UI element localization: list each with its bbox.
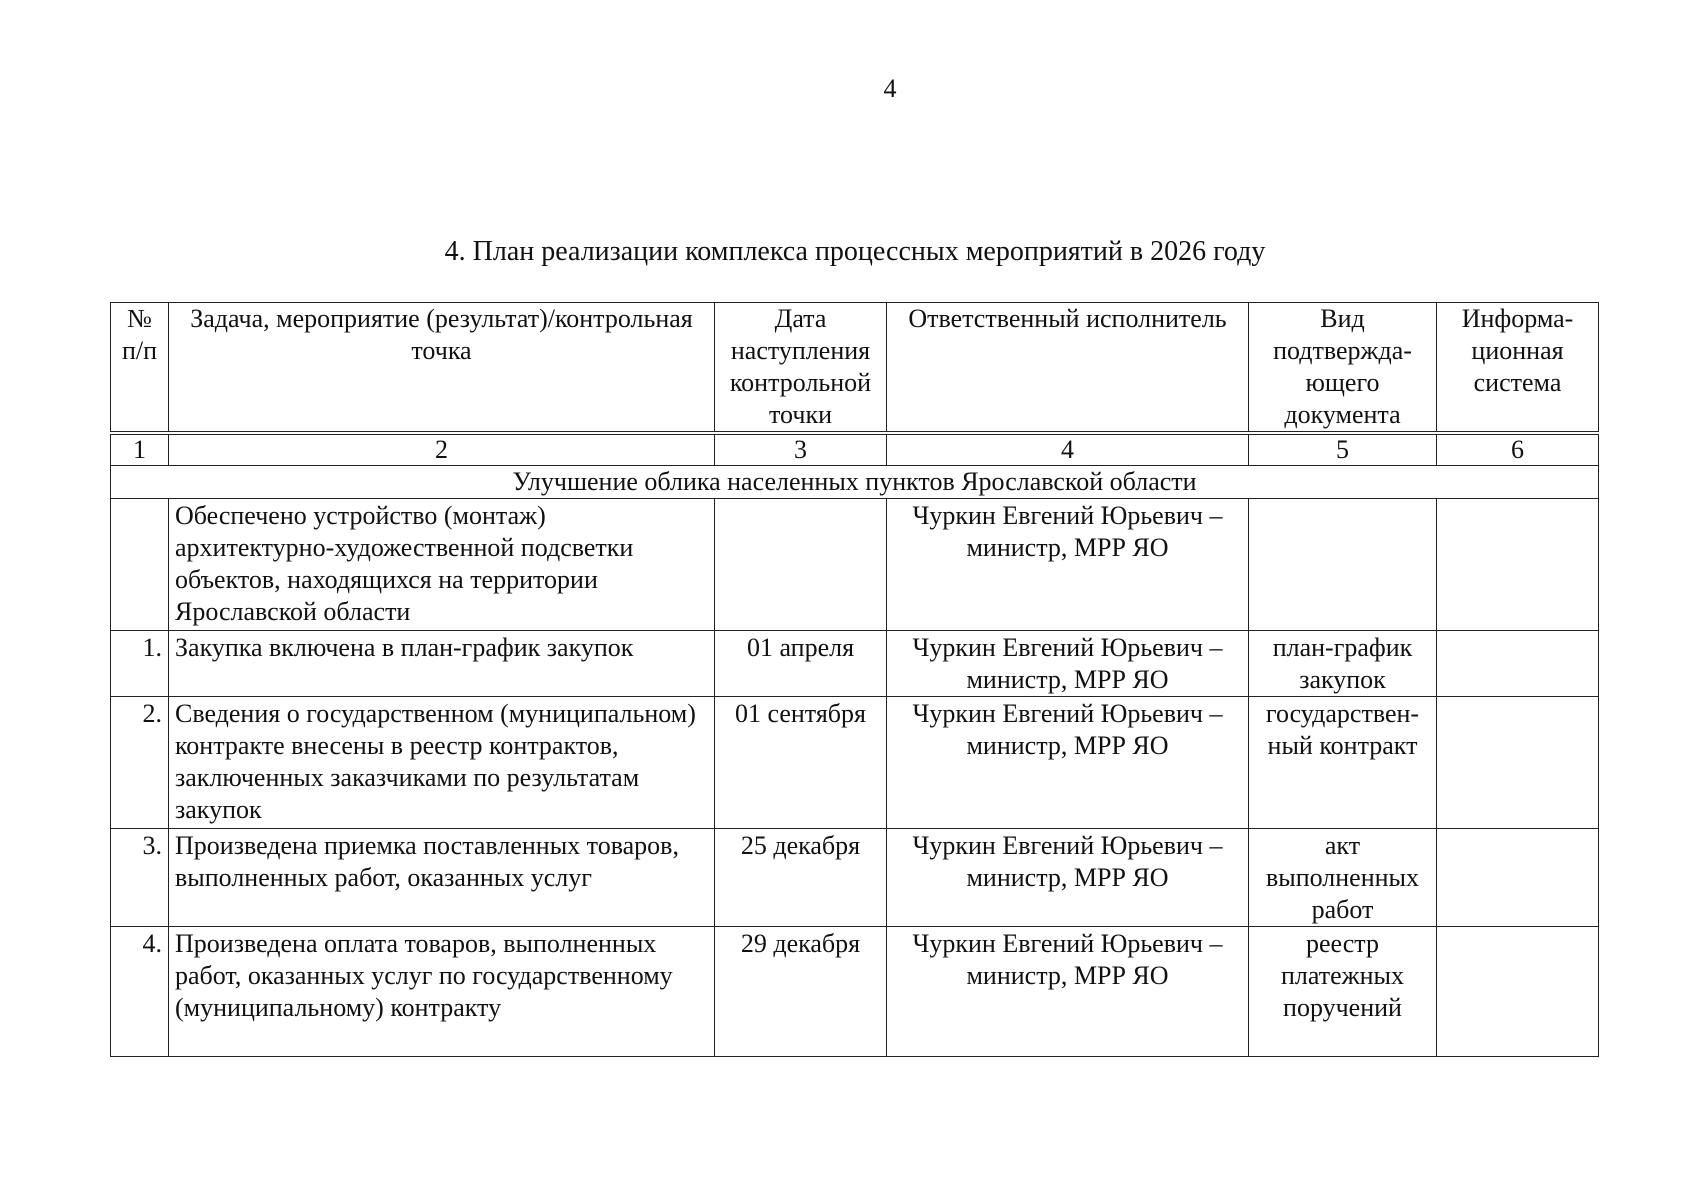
- cell-doc-type: государствен-ный контракт: [1249, 697, 1437, 829]
- cell-date: 25 декабря: [715, 829, 887, 927]
- cell-task: Обеспечено устройство (монтаж) архитектурно-художественной подсветки объектов, находящихся на территории Ярославской области: [169, 499, 715, 631]
- table-row: [111, 499, 1599, 631]
- column-number: 3: [715, 433, 887, 466]
- cell-num: 2.: [111, 697, 169, 829]
- cell-responsible: Чуркин Евгений Юрьевич – министр, МРР ЯО: [887, 697, 1249, 829]
- cell-responsible: Чуркин Евгений Юрьевич – министр, МРР ЯО: [887, 927, 1249, 1057]
- cell-doc-type: реестр платежных поручений: [1249, 927, 1437, 1057]
- cell-num: [111, 499, 169, 631]
- section-row: [111, 466, 1599, 499]
- header-num: № п/п: [111, 303, 169, 434]
- cell-date: 01 апреля: [715, 631, 887, 697]
- cell-num: 3.: [111, 829, 169, 927]
- cell-info-system: [1437, 927, 1599, 1057]
- cell-task: Сведения о государственном (муниципальном) контракте внесены в реестр контрактов, заключенных заказчиками по результатам закупок: [169, 697, 715, 829]
- cell-doc-type: план-график закупок: [1249, 631, 1437, 697]
- column-number: 4: [887, 433, 1249, 466]
- header-info-system: Информа-ционная система: [1437, 303, 1599, 434]
- cell-task: Закупка включена в план-график закупок: [169, 631, 715, 697]
- header-doc-type: Вид подтвержда-ющего документа: [1249, 303, 1437, 434]
- cell-info-system: [1437, 499, 1599, 631]
- column-number: 6: [1437, 433, 1599, 466]
- cell-date: [715, 499, 887, 631]
- implementation-plan-table: [110, 302, 1599, 1057]
- table-row: [111, 927, 1599, 1057]
- column-number: 5: [1249, 433, 1437, 466]
- header-task: Задача, мероприятие (результат)/контрольная точка: [169, 303, 715, 434]
- header-responsible: Ответственный исполнитель: [887, 303, 1249, 434]
- table-header-row: [111, 303, 1599, 434]
- column-number: 1: [111, 433, 169, 466]
- table-row: [111, 697, 1599, 829]
- header-date: Дата наступления контрольной точки: [715, 303, 887, 434]
- cell-responsible: Чуркин Евгений Юрьевич – министр, МРР ЯО: [887, 499, 1249, 631]
- cell-info-system: [1437, 829, 1599, 927]
- page-number: 4: [883, 74, 897, 103]
- table-row: [111, 829, 1599, 927]
- cell-responsible: Чуркин Евгений Юрьевич – министр, МРР ЯО: [887, 829, 1249, 927]
- cell-doc-type: акт выполненных работ: [1249, 829, 1437, 927]
- cell-num: 1.: [111, 631, 169, 697]
- cell-info-system: [1437, 697, 1599, 829]
- cell-date: 29 декабря: [715, 927, 887, 1057]
- cell-responsible: Чуркин Евгений Юрьевич – министр, МРР ЯО: [887, 631, 1249, 697]
- cell-num: 4.: [111, 927, 169, 1057]
- cell-info-system: [1437, 631, 1599, 697]
- cell-doc-type: [1249, 499, 1437, 631]
- cell-task: Произведена приемка поставленных товаров, выполненных работ, оказанных услуг: [169, 829, 715, 927]
- column-number-row: [111, 433, 1599, 466]
- cell-task: Произведена оплата товаров, выполненных работ, оказанных услуг по государственному (муниципальному) контракту: [169, 927, 715, 1057]
- document-section-title: 4. План реализации комплекса процессных мероприятий в 2026 году: [444, 236, 1266, 267]
- cell-date: 01 сентября: [715, 697, 887, 829]
- table-row: [111, 631, 1599, 697]
- section-heading: Улучшение облика населенных пунктов Ярославской области: [111, 466, 1599, 499]
- column-number: 2: [169, 433, 715, 466]
